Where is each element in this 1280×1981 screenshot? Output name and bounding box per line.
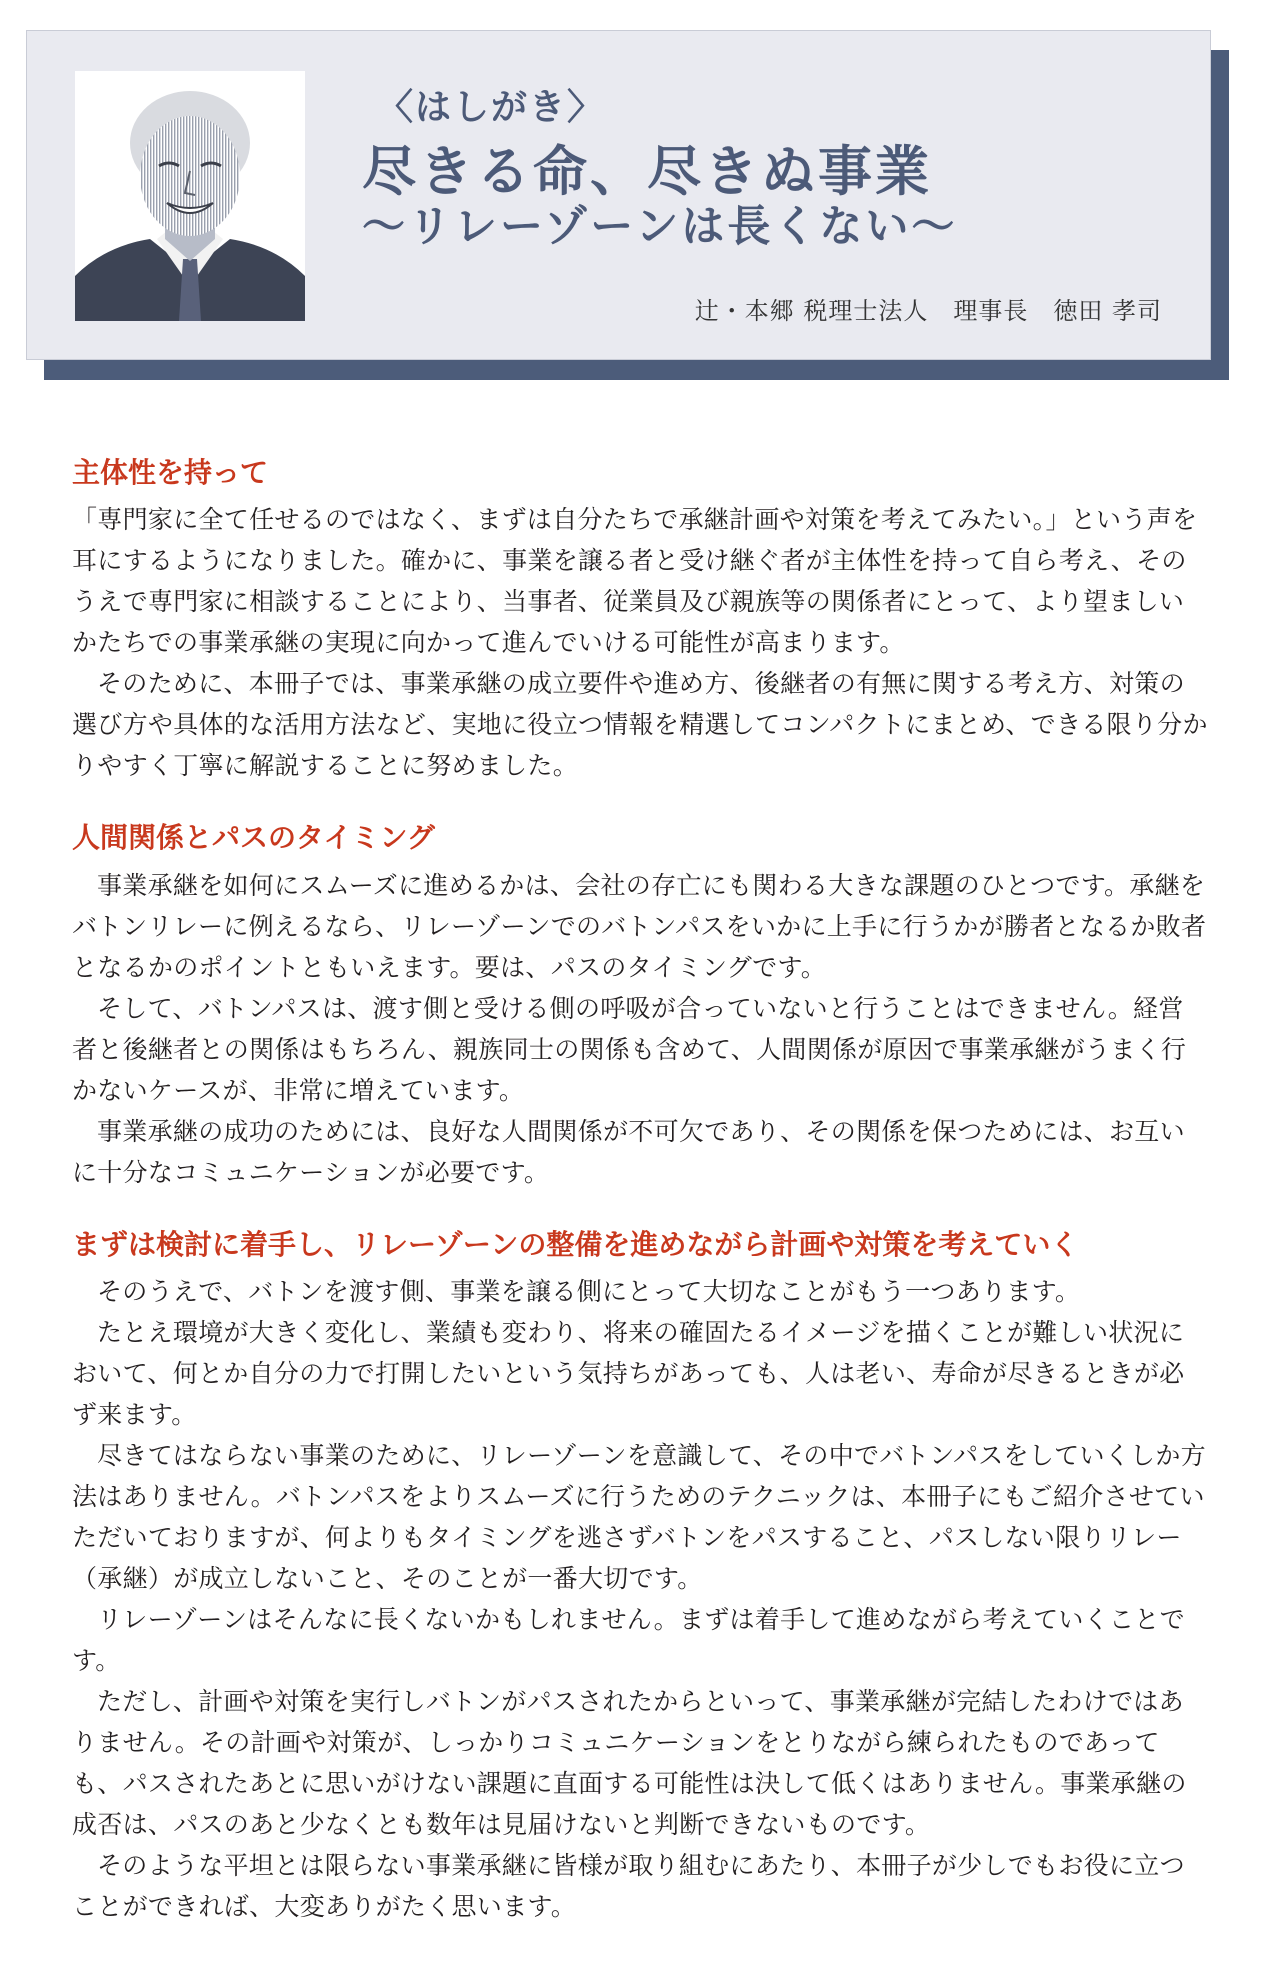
paragraph: そのうえで、バトンを渡す側、事業を譲る側にとって大切なことがもう一つあります。 [97,1277,1081,1307]
section-heading: 主体性を持って [72,456,269,489]
paragraph: 事業承継の成功のためには、良好な人間関係が不可欠であり、その関係を保つためには、お互いに十分なコミュニケーションが必要です。 [72,1116,1185,1187]
page-subtitle: ～リレーゾーンは長くない～ [362,202,958,252]
author-credit: 辻・本郷 税理士法人 理事長 徳田 孝司 [694,297,1162,325]
paragraph: リレーゾーンはそんなに長くないかもしれません。まずは着手して進めながら考えていくことです。 [72,1605,1185,1676]
paragraph: 「専門家に全て任せるのではなく、まずは自分たちで承継計画や対策を考えてみたい。」という声を耳にするようになりました。確かに、事業を譲る者と受け継ぐ者が主体性を持って自ら考え、そのうえで専門家に相談することにより、当事者、従業員及び親族等の関係者にとって、より望ましいかたちでの事業承継の実現に向かって進んでいける可能性が高まります。 [72,505,1198,658]
section-get-started [72,1227,1208,1927]
header-box [26,30,1211,360]
main-content [72,455,1208,1961]
section-relationships [72,820,1208,1192]
paragraph: そのような平坦とは限らない事業承継に皆様が取り組むにあたり、本冊子が少しでもお役に立つことができれば、大変ありがたく思います。 [72,1851,1185,1922]
page-title: 尽きる命、尽きぬ事業 [362,139,932,203]
paragraph: たとえ環境が大きく変化し、業績も変わり、将来の確固たるイメージを描くことが難しい状況において、何とか自分の力で打開したいという気持ちがあっても、人は老い、寿命が尽きるときが必ず来ます。 [72,1318,1185,1430]
paragraph: 尽きてはならない事業のために、リレーゾーンを意識して、その中でバトンパスをしていくしか方法はありません。バトンパスをよりスムーズに行うためのテクニックは、本冊子にもご紹介させていただいておりますが、何よりもタイミングを逃さずバトンをパスすること、パスしない限りリレー（承継）が成立しないこと、そのことが一番大切です。 [72,1441,1206,1594]
paragraph: そして、バトンパスは、渡す側と受ける側の呼吸が合っていないと行うことはできません。経営者と後継者との関係はもちろん、親族同士の関係も含めて、人間関係が原因で事業承継がうまく行かないケースが、非常に増えています。 [72,993,1187,1105]
paragraph: 事業承継を如何にスムーズに進めるかは、会社の存亡にも関わる大きな課題のひとつです。承継をバトンリレーに例えるなら、リレーゾーンでのバトンパスをいかに上手に行うかが勝者となるか敗者となるかのポイントともいえます。要は、パスのタイミングです。 [72,870,1207,982]
section-heading: 人間関係とパスのタイミング [72,821,435,855]
section-heading: まずは検討に着手し、リレーゾーンの整備を進めながら計画や対策を考えていく [72,1227,1079,1261]
preface-label: 〈はしがき〉 [377,87,606,128]
paragraph: ただし、計画や対策を実行しバトンがパスされたからといって、事業承継が完結したわけではありません。その計画や対策が、しっかりコミュニケーションをとりながら練られたものであっても、パスされたあとに思いがけない課題に直面する可能性は決して低くはありません。事業承継の成否は、パスのあと少なくとも数年は見届けないと判断できないものです。 [72,1687,1187,1840]
paragraph: そのために、本冊子では、事業承継の成立要件や進め方、後継者の有無に関する考え方、対策の選び方や具体的な活用方法など、実地に役立つ情報を精選してコンパクトにまとめ、できる限り分かりやすく丁寧に解説することに努めました。 [72,669,1208,781]
section-initiative [72,455,1208,786]
author-portrait [75,71,305,321]
